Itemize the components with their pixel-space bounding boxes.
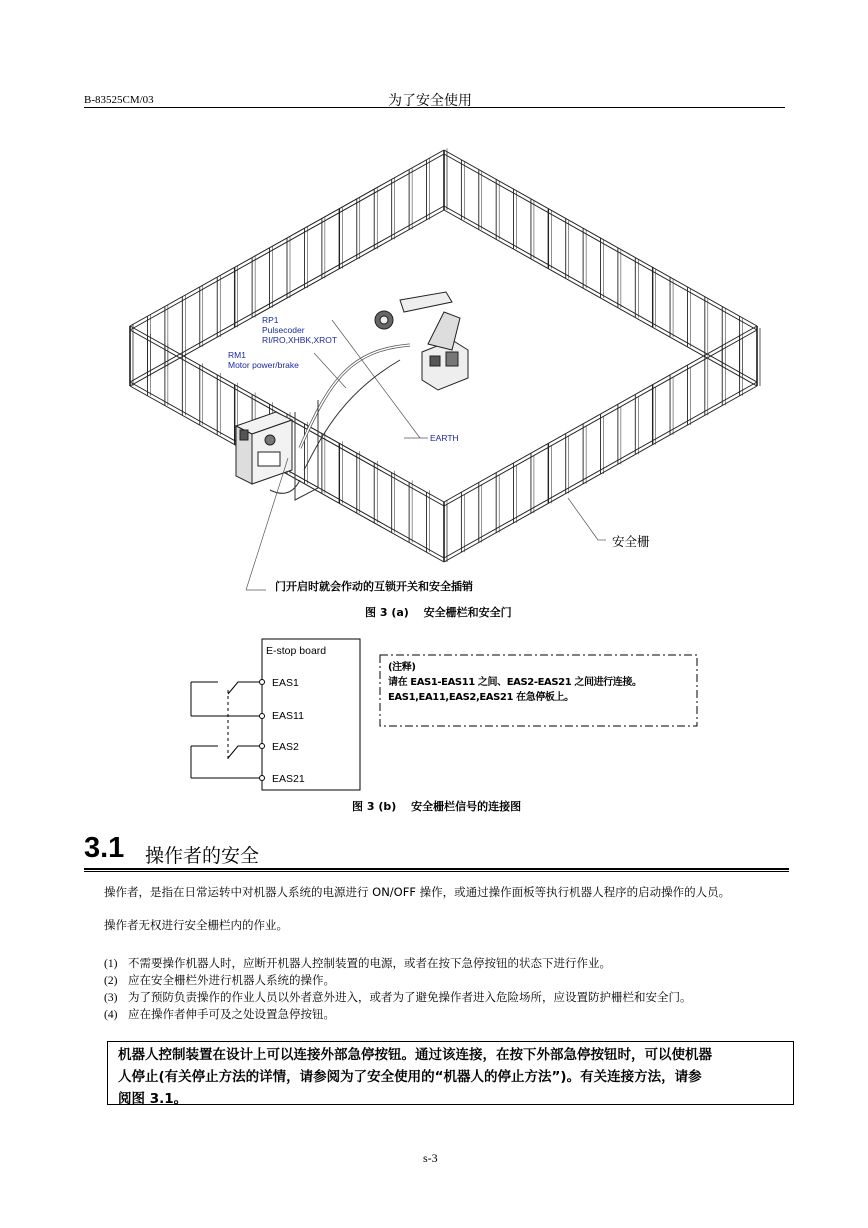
- notice-line-3: 阅图 3.1。: [118, 1091, 188, 1107]
- note-heading: (注释): [388, 662, 416, 673]
- figure-3a-caption: 图 3 (a) 安全栅栏和安全门: [365, 606, 512, 619]
- door-interlock-label: 门开启时就会作动的互锁开关和安全插销: [275, 580, 473, 593]
- estop-board-title: E-stop board: [266, 645, 327, 657]
- figure-3b-caption: 图 3 (b) 安全栅栏信号的连接图: [352, 800, 522, 813]
- list-item: (3) 为了预防负责操作的作业人员以外者意外进入，或者为了避免操作者进入危险场所，应设置防护栅栏和安全门。: [104, 990, 692, 1004]
- section-rule-thin: [84, 871, 789, 872]
- list-item: (4) 应在操作者伸手可及之处设置急停按钮。: [104, 1007, 335, 1021]
- rp1-pulsecoder-label: Pulsecoder: [262, 325, 305, 335]
- section-number: 3.1: [84, 832, 125, 864]
- rp1-label: RP1: [262, 315, 279, 325]
- intro-paragraph: 操作者，是指在日常运转中对机器人系统的电源进行 ON/OFF 操作，或通过操作面板等执行机器人程序的启动操作的人员。: [104, 885, 731, 899]
- document-id: B-83525CM/03: [84, 94, 154, 106]
- notice-box: [107, 1041, 794, 1105]
- earth-label: EARTH: [430, 433, 459, 443]
- rm1-motor-label: Motor power/brake: [228, 360, 299, 370]
- safety-fence-label: 安全栅: [612, 534, 650, 549]
- section-title: 操作者的安全: [145, 845, 260, 867]
- note-line-2: EAS1,EA11,EAS2,EAS21 在急停板上。: [388, 692, 574, 703]
- rm1-label: RM1: [228, 350, 246, 360]
- page-number: s-3: [423, 1151, 438, 1165]
- notice-line-2: 人停止(有关停止方法的详情，请参阅为了安全使用的“机器人的停止方法”)。有关连接方法，请参: [118, 1069, 702, 1085]
- terminal-eas1: EAS1: [272, 677, 299, 689]
- list-item: (2) 应在安全栅栏外进行机器人系统的操作。: [104, 973, 335, 987]
- terminal-eas21: EAS21: [272, 773, 305, 785]
- wiring-note: [388, 660, 642, 705]
- list-item: (1) 不需要操作机器人时，应断开机器人控制装置的电源，或者在按下急停按钮的状态下进行作业。: [104, 956, 611, 970]
- terminal-eas11: EAS11: [272, 710, 304, 722]
- rp1-signals-label: RI/RO,XHBK,XROT: [262, 335, 338, 345]
- terminal-eas2: EAS2: [272, 741, 299, 753]
- notice-line-1: 机器人控制装置在设计上可以连接外部急停按钮。通过该连接，在按下外部急停按钮时，可以使机器: [118, 1047, 712, 1063]
- page-header-title: 为了安全使用: [388, 93, 472, 109]
- intro-restriction: 操作者无权进行安全栅栏内的作业。: [104, 918, 288, 932]
- note-line-1: 请在 EAS1-EAS11 之间、EAS2-EAS21 之间进行连接。: [388, 677, 642, 688]
- section-rule: [84, 868, 789, 870]
